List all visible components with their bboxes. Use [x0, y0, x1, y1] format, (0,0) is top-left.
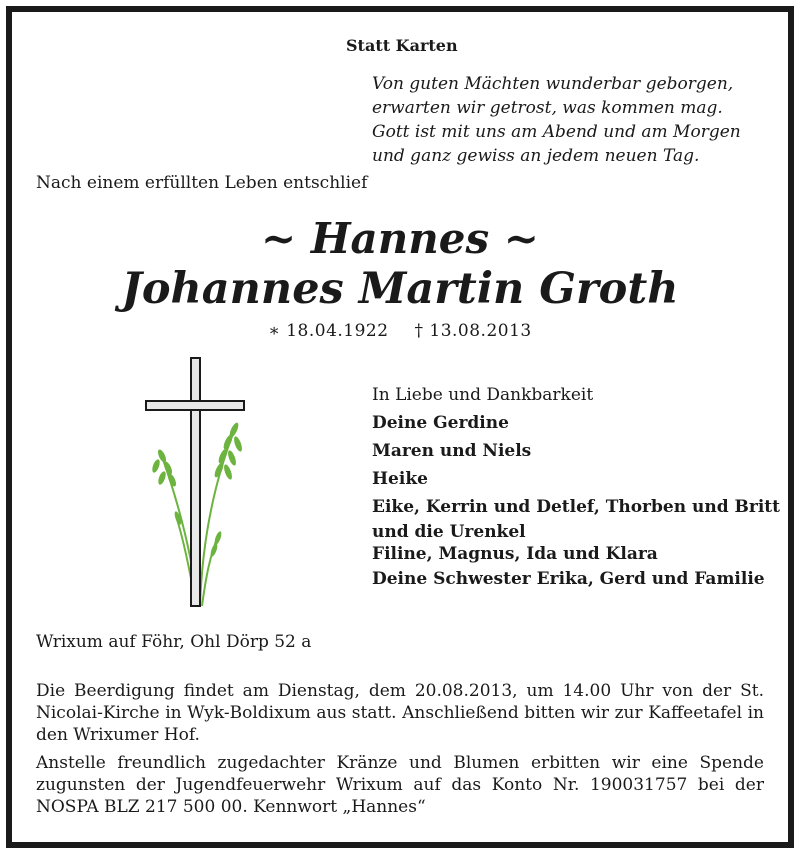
poem [372, 72, 741, 168]
mourner-line: Deine Gerdine [372, 413, 509, 433]
mourner-line: und die Urenkel [372, 522, 526, 542]
mourner-line: Maren und Niels [372, 441, 532, 461]
mourner-line: Deine Schwester Erika, Gerd und Familie [372, 569, 765, 589]
life-dates [0, 321, 800, 341]
poem-line: Gott ist mit uns am Abend und am Morgen [372, 122, 741, 142]
mourner-line: Filine, Magnus, Ida und Klara [372, 544, 658, 564]
intro-text: Nach einem erfüllten Leben entschlief [36, 173, 368, 193]
poem-line: Von guten Mächten wunderbar geborgen, [372, 74, 734, 94]
poem-line: erwarten wir getrost, was kommen mag. [372, 98, 723, 118]
donation-info: Anstelle freundlich zugedachter Kränze und Blumen erbitten wir eine Spende zugunsten der Jugendfeuerwehr Wrixum auf das Konto Nr. 190031757 bei der NOSPA BLZ 217 500 00. Kennwort „Hannes“ [36, 753, 764, 817]
address: Wrixum auf Föhr, Ohl Dörp 52 a [36, 632, 312, 652]
heading: Statt Karten [346, 36, 458, 55]
mourner-line: Eike, Kerrin und Detlef, Thorben und Britt [372, 497, 780, 517]
funeral-info: Die Beerdigung findet am Dienstag, dem 20.08.2013, um 14.00 Uhr von der St. Nicolai-Kirche in Wyk-Boldixum aus statt. Anschließend bitten wir zur Kaffeetafel in den Wrixumer Hof. [36, 681, 764, 745]
poem-line: und ganz gewiss an jedem neuen Tag. [372, 146, 700, 166]
full-name: Johannes Martin Groth [121, 264, 679, 314]
nickname: ~ Hannes ~ [261, 214, 539, 263]
cross-wheat-icon [140, 356, 250, 611]
mourners-block [372, 381, 780, 593]
death-date: † 13.08.2013 [414, 321, 532, 341]
mourners-intro: In Liebe und Dankbarkeit [372, 385, 594, 405]
birth-date: ∗ 18.04.1922 [268, 321, 389, 341]
mourner-line: Heike [372, 469, 428, 489]
